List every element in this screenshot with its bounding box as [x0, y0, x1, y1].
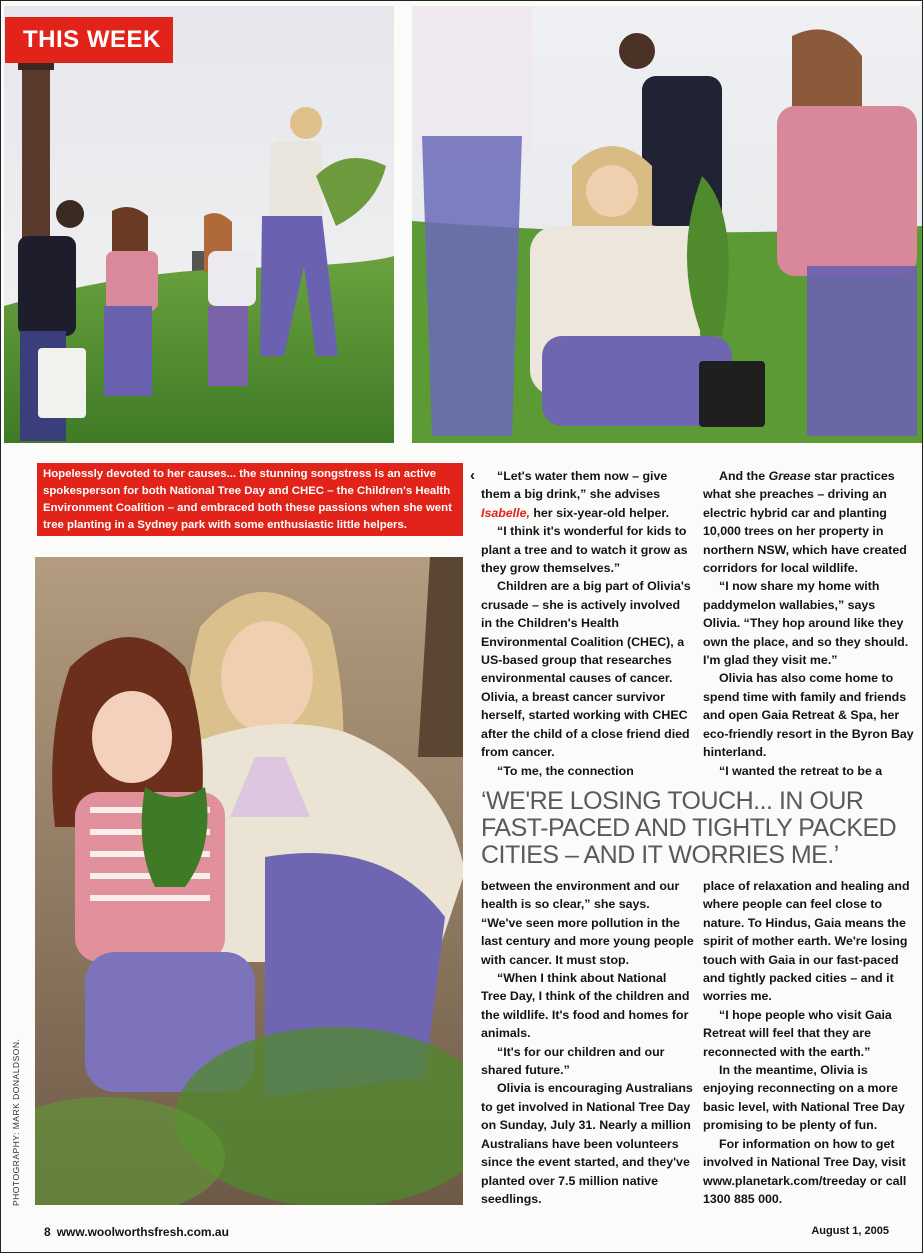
paragraph: place of relaxation and healing and where people can feel close to nature. To Hindus, Gaia means the spirit of mother earth. We're losing touch with Gaia in our fast-paced and tightly packed cities – and it worries me.	[703, 879, 910, 1004]
continue-arrow-icon: ‹	[470, 467, 475, 484]
article-column-3	[481, 877, 694, 1208]
paragraph: In the meantime, Olivia is enjoying reconnecting on a more basic level, with National Tree Day promising to be plenty of fun.	[703, 1063, 905, 1133]
photo-caption: Hopelessly devoted to her causes... the stunning songstress is an active spokesperson for both National Tree Day and CHEC – the Children's Health Environment Coalition – and embraced both these passions when she went tree planting in a Sydney park with some enthusiastic little helpers.	[37, 463, 463, 536]
paragraph: “I hope people who visit Gaia Retreat will feel that they are reconnected with the earth.”	[703, 1007, 892, 1059]
article-column-4	[703, 877, 915, 1208]
page-number: 8	[44, 1225, 51, 1239]
paragraph: “I think it's wonderful for kids to plant a tree and to watch it grow as they grow themselves.”	[481, 524, 688, 576]
pull-quote	[481, 788, 911, 869]
footer-site-link[interactable]: www.woolworthsfresh.com.au	[56, 1225, 229, 1239]
paragraph: Olivia is encouraging Australians to get involved in National Tree Day on Sunday, July 31. Nearly a million Australians have been volunteers since the event started, and they've planted over 7.5 million native seedlings.	[481, 1081, 693, 1206]
article-column-1	[481, 467, 694, 780]
paragraph: “It's for our children and our shared future.”	[481, 1044, 665, 1078]
footer-date: August 1, 2005	[811, 1225, 889, 1237]
paragraph: “Let's water them now – give them a big drink,” she advises Isabelle, her six-year-old helper.	[481, 469, 670, 520]
photo-group-walking	[4, 6, 394, 443]
footer-left	[44, 1225, 229, 1239]
paragraph: Olivia has also come home to spend time with family and friends and open Gaia Retreat & Spa, her eco-friendly resort in the Byron Bay hinterland.	[703, 671, 914, 760]
paragraph: And the Grease star practices what she preaches – driving an electric hybrid car and planting 10,000 trees on her property in northern NSW, which have created corridors for local wildlife.	[703, 469, 907, 576]
article-column-2	[703, 467, 915, 780]
paragraph: “I now share my home with paddymelon wallabies,” says Olivia. “They hop around like they own the place, and so they should. I'm glad they visit me.”	[703, 579, 909, 668]
photo-woman-and-girl	[35, 557, 463, 1205]
this-week-tag: THIS WEEK	[5, 17, 173, 63]
paragraph: between the environment and our health is so clear,” she says. “We've seen more pollution in the last century and more young people with cancer. It must stop.	[481, 879, 694, 967]
paragraph: “To me, the connection	[497, 763, 634, 778]
paragraph: “When I think about National Tree Day, I think of the children and the wildlife. It's food and homes for animals.	[481, 971, 690, 1041]
photo-seated-with-children	[412, 6, 922, 443]
pull-quote-line: CITIES – AND IT WORRIES ME.’	[481, 841, 839, 869]
pull-quote-line: ‘WE'RE LOSING TOUCH... IN OUR	[481, 787, 864, 815]
paragraph: “I wanted the retreat to be a	[719, 763, 883, 778]
paragraph: For information on how to get involved in National Tree Day, visit www.planetark.com/treeday or call 1300 885 000.	[703, 1136, 907, 1206]
photo-credit: PHOTOGRAPHY: MARK DONALDSON.	[11, 1038, 21, 1206]
pull-quote-line: FAST-PACED AND TIGHTLY PACKED	[481, 814, 897, 842]
paragraph: Children are a big part of Olivia's crusade – she is actively involved in the Children's Health Environmental Coalition (CHEC), a US-based group that researches environmental causes of cancer. Olivia, a breast cancer survivor herself, started working with CHEC after the child of a close friend died from cancer.	[481, 579, 691, 760]
